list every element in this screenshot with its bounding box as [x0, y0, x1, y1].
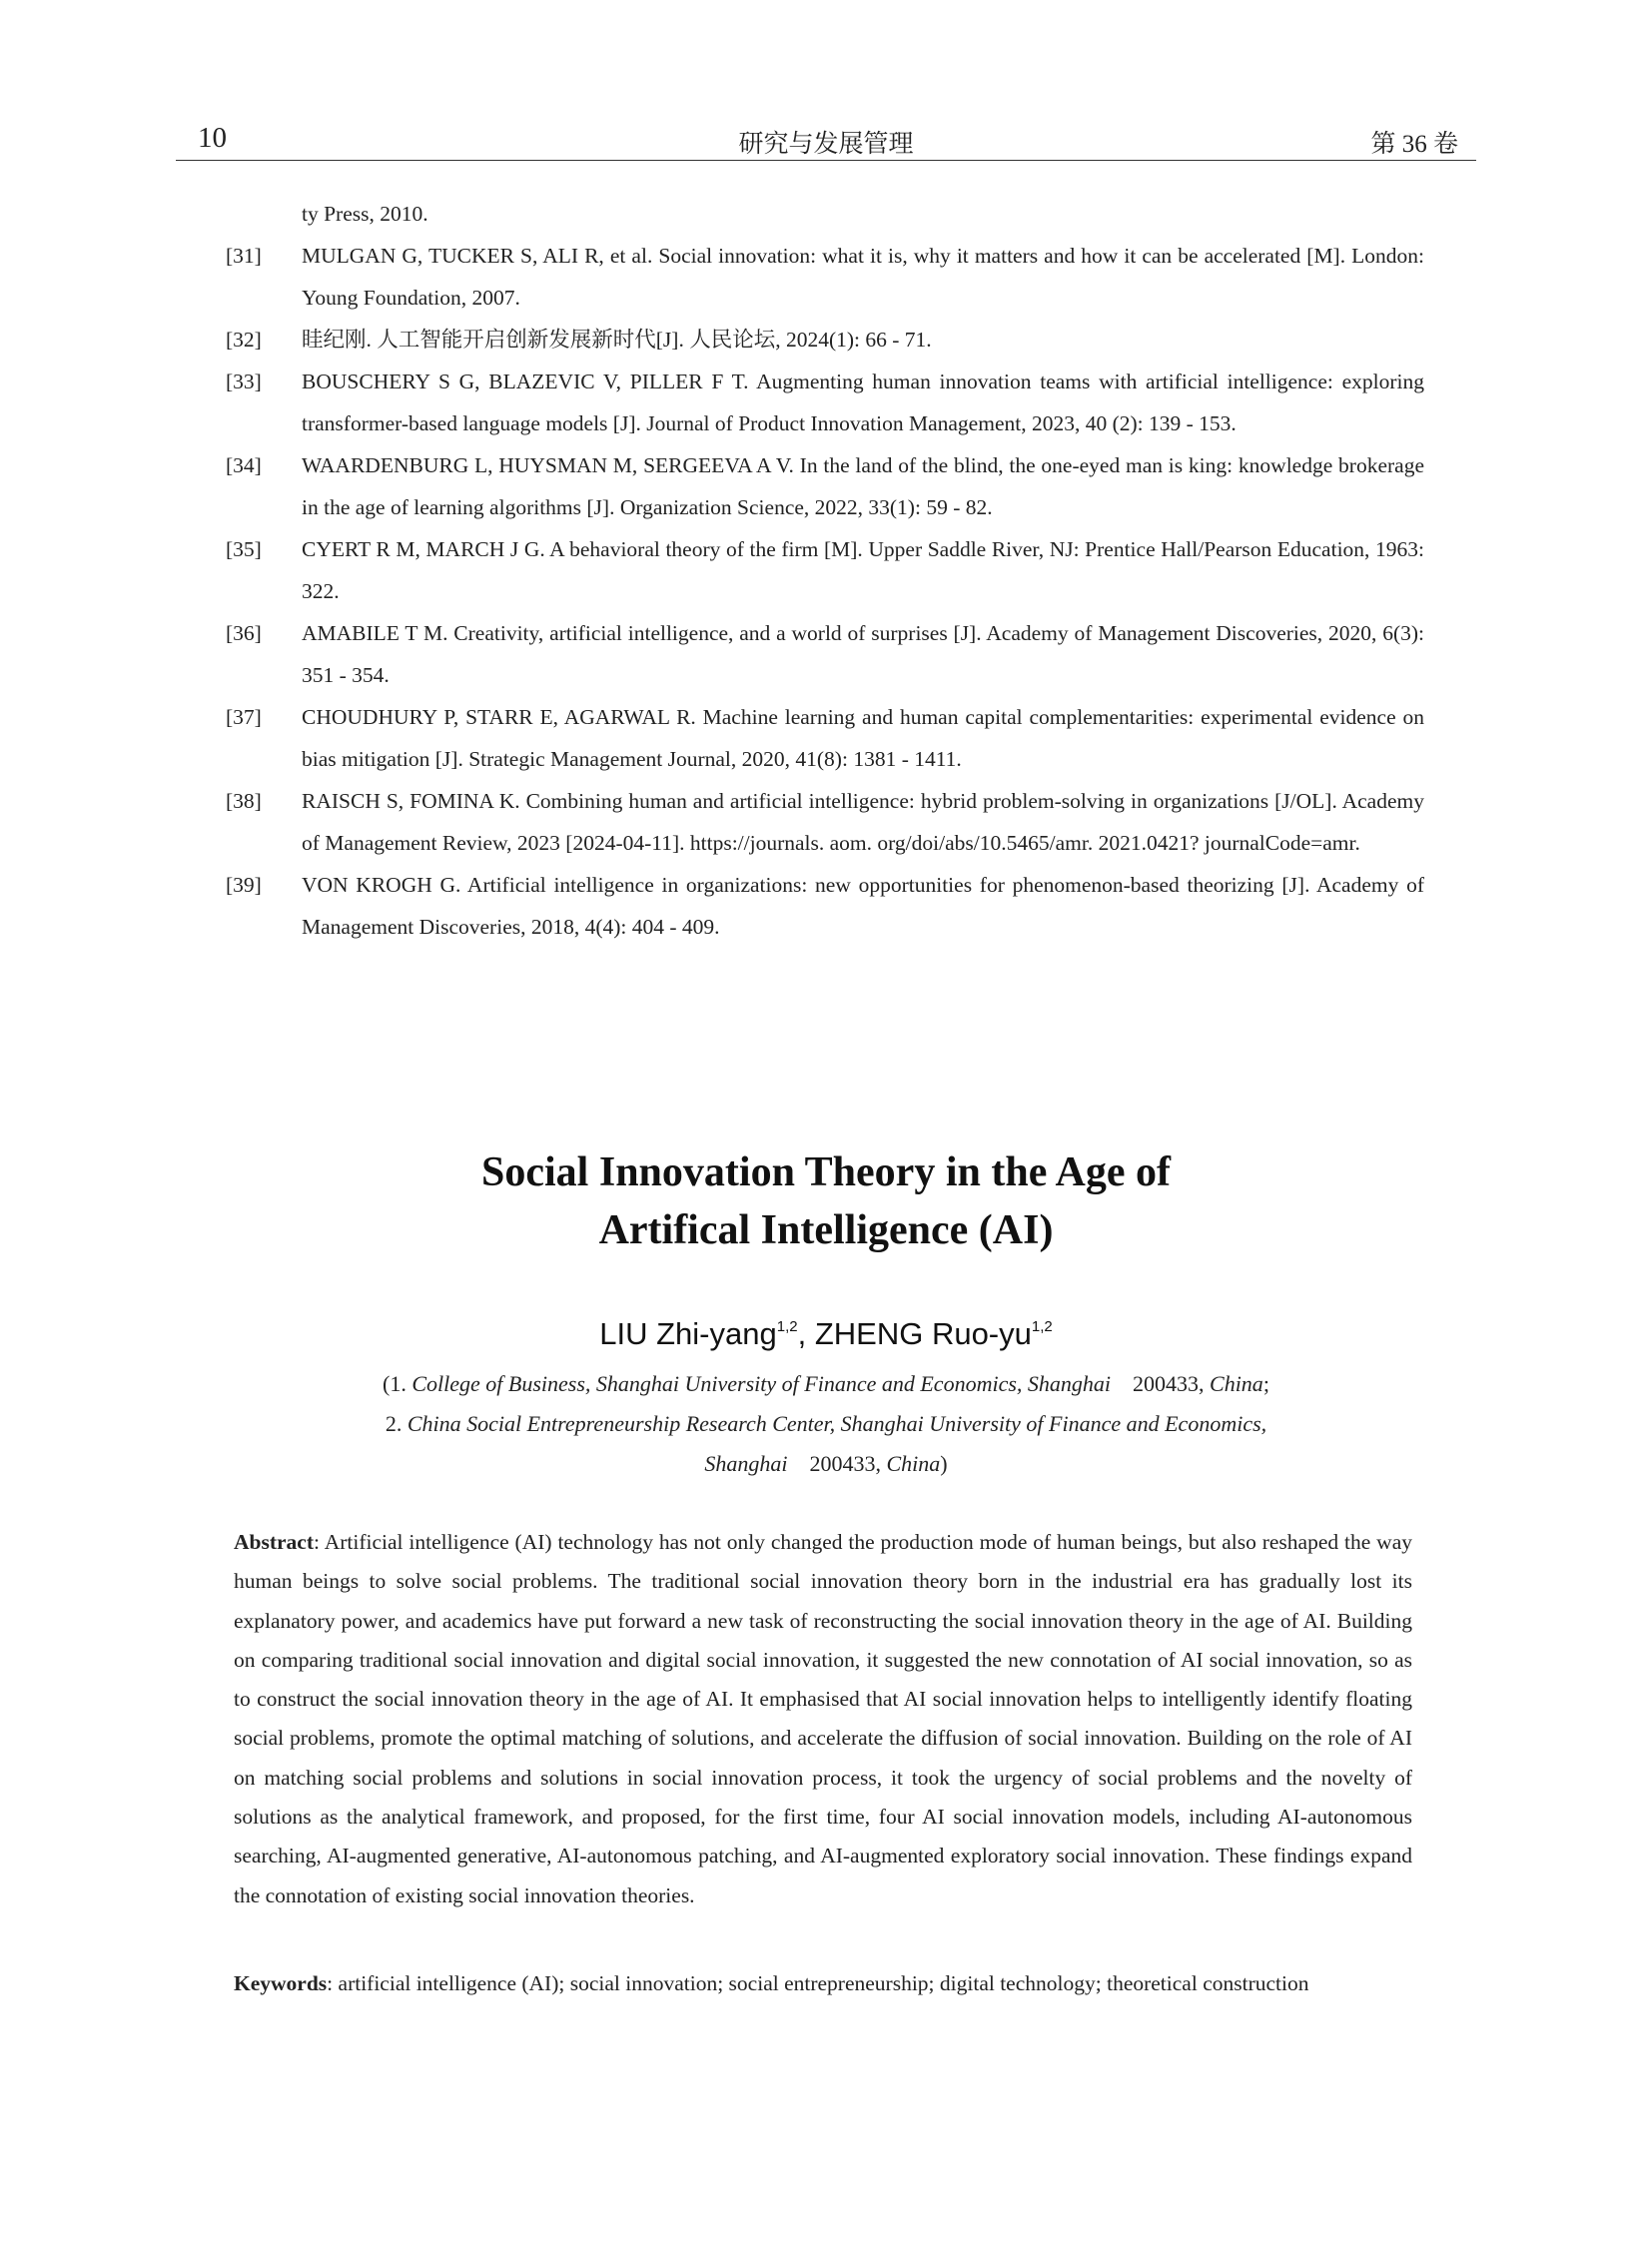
abstract-text: : Artificial intelligence (AI) technology has not only changed the production mode of human beings, but also reshaped the way human beings to solve social problems. The traditional social innovation theory born in the industrial era has gradually lost its explanatory power, and academics have put forward a new task of reconstructing the social innovation theory in the age of AI. Building on comparing traditional social innovation and digital social innovation, it suggested the new connotation of AI social innovation, so as to construct the social innovation theory in the age of AI. It emphasised that AI social innovation helps to intelligently identify floating social problems, promote the optimal matching of solutions, and accelerate the diffusion of social innovation. Building on the role of AI on matching social problems and solutions in social innovation process, it took the urgency of social problems and the novelty of solutions as the analytical framework, and proposed, for the first time, four AI social innovation models, including AI-autonomous searching, AI-augmented generative, AI-autonomous patching, and AI-augmented exploratory social innovation. These findings expand the connotation of existing social innovation theories. [234, 1530, 1412, 1907]
reference-text: WAARDENBURG L, HUYSMAN M, SERGEEVA A V. In the land of the blind, the one-eyed man is king: knowledge brokerage in the age of learning algorithms [J]. Organization Science, 2022, 33(1): 59 - 82. [302, 453, 1424, 519]
reference-item [226, 235, 1424, 319]
reference-item [226, 612, 1424, 696]
reference-text: ty Press, 2010. [302, 202, 428, 226]
volume-label: 第 36 卷 [1370, 131, 1458, 158]
reference-text: MULGAN G, TUCKER S, ALI R, et al. Social innovation: what it is, why it matters and how it can be accelerated [M]. London: Young Foundation, 2007. [302, 244, 1424, 310]
title-line-1: Social Innovation Theory in the Age of [481, 1149, 1171, 1195]
abstract [234, 1523, 1412, 1915]
keywords-text: : artificial intelligence (AI); social innovation; social entrepreneurship; digital technology; theoretical construction [327, 1971, 1309, 1995]
affiliation-line-1: (1. College of Business, Shanghai University of Finance and Economics, Shanghai 200433, China; [383, 1371, 1269, 1396]
keywords-label: Keywords [234, 1971, 328, 1995]
reference-text: RAISCH S, FOMINA K. Combining human and artificial intelligence: hybrid problem-solving in organizations [J/OL]. Academy of Management Review, 2023 [2024-04-11]. https://journals. aom. org/doi/abs/10.5465/amr. 2021.0421? journalCode=amr. [302, 789, 1424, 855]
author-line [0, 1316, 1652, 1352]
reference-item [226, 696, 1424, 780]
reference-number: [31] [226, 244, 262, 268]
journal-name: 研究与发展管理 [738, 131, 914, 158]
reference-text: 眭纪刚. 人工智能开启创新发展新时代[J]. 人民论坛, 2024(1): 66 - 71. [302, 328, 932, 352]
reference-text: AMABILE T M. Creativity, artificial intelligence, and a world of surprises [J]. Academy of Management Discoveries, 2020, 6(3): 351 - 354. [302, 621, 1424, 687]
reference-list [226, 193, 1424, 948]
title-line-2: Artifical Intelligence (AI) [598, 1207, 1054, 1253]
affiliation-line-2: 2. China Social Entrepreneurship Research Center, Shanghai University of Finance and Economics, [385, 1411, 1267, 1436]
reference-text: CYERT R M, MARCH J G. A behavioral theory of the firm [M]. Upper Saddle River, NJ: Prentice Hall/Pearson Education, 1963: 322. [302, 537, 1424, 603]
reference-number: [32] [226, 328, 262, 352]
reference-text: VON KROGH G. Artificial intelligence in organizations: new opportunities for phenomenon-based theorizing [J]. Academy of Management Discoveries, 2018, 4(4): 404 - 409. [302, 873, 1424, 939]
abstract-label: Abstract [234, 1530, 315, 1554]
keywords [234, 1964, 1412, 2003]
reference-item [226, 319, 1424, 361]
reference-text: BOUSCHERY S G, BLAZEVIC V, PILLER F T. Augmenting human innovation teams with artificial intelligence: exploring transformer-based language models [J]. Journal of Product Innovation Management, 2023, 40 (2): 139 - 153. [302, 370, 1424, 435]
reference-text: CHOUDHURY P, STARR E, AGARWAL R. Machine learning and human capital complementarities: experimental evidence on bias mitigation [J]. Strategic Management Journal, 2020, 41(8): 1381 - 1411. [302, 705, 1424, 771]
reference-number: [38] [226, 789, 262, 813]
article-title [0, 1143, 1652, 1259]
reference-item [226, 444, 1424, 528]
reference-number: [36] [226, 621, 262, 645]
reference-number: [35] [226, 537, 262, 561]
header-rule [176, 160, 1476, 161]
reference-item [226, 528, 1424, 612]
running-header [176, 122, 1476, 162]
reference-number: [37] [226, 705, 262, 729]
author-separator: , [797, 1316, 815, 1351]
reference-item [226, 193, 1424, 235]
reference-number: [34] [226, 453, 262, 477]
reference-item [226, 864, 1424, 948]
reference-item [226, 780, 1424, 864]
affiliation-line-3: Shanghai 200433, China) [704, 1451, 948, 1476]
author-2-affiliation-mark: 1,2 [1031, 1318, 1053, 1335]
author-2: ZHENG Ruo-yu [814, 1316, 1032, 1351]
reference-item [226, 361, 1424, 444]
reference-number: [39] [226, 873, 262, 897]
author-1-affiliation-mark: 1,2 [776, 1318, 798, 1335]
page-number: 10 [198, 122, 227, 154]
reference-number: [33] [226, 370, 262, 393]
affiliations [0, 1364, 1652, 1484]
author-1: LIU Zhi-yang [599, 1316, 777, 1351]
